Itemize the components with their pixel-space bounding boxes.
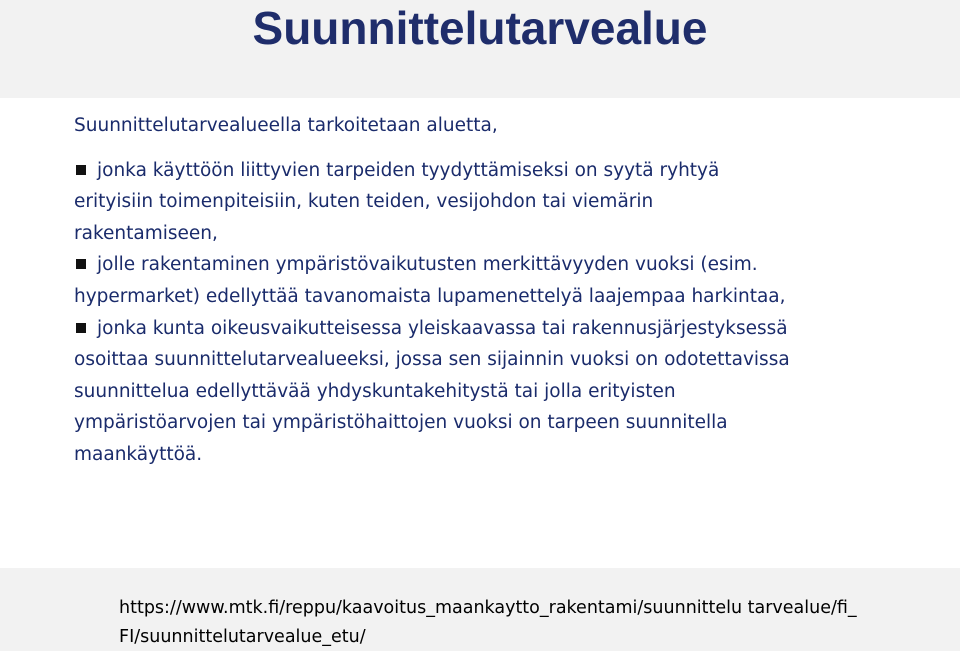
source-url: https://www.mtk.fi/reppu/kaavoitus_maankaytto_rakentami/suunnittelu tarvealue/fi_FI/suunnittelutarvealue_etu/ — [119, 598, 857, 647]
square-bullet-icon — [76, 259, 86, 269]
intro-text: Suunnittelutarvealueella tarkoitetaan aluetta, — [74, 115, 498, 136]
footer-bar — [0, 568, 960, 651]
bullet-list — [74, 155, 794, 471]
list-item — [74, 155, 794, 250]
list-item-text: jonka kunta oikeusvaikutteisessa yleiskaavassa tai rakennusjärjestyksessä osoittaa suunnittelutarvealueeksi, jossa sen sijainnin vuoksi on odotettavissa suunnittelua edellyttävää yhdyskuntakehitystä tai jolla erityisten ympäristöarvojen tai ympäristöhaittojen vuoksi on tarpeen suunnitella maankäyttöä. — [74, 317, 790, 465]
slide-body — [74, 110, 794, 471]
list-item — [74, 313, 794, 471]
list-item — [74, 249, 794, 312]
square-bullet-icon — [76, 323, 86, 333]
square-bullet-icon — [76, 165, 86, 175]
slide-title: Suunnittelutarvealue — [252, 2, 708, 54]
list-item-text: jolle rakentaminen ympäristövaikutusten merkittävyyden vuoksi (esim. hypermarket) edellyttää tavanomaista lupamenettelyä laajempaa harkintaa, — [74, 254, 786, 307]
list-item-text: jonka käyttöön liittyvien tarpeiden tyydyttämiseksi on syytä ryhtyä erityisiin toimenpiteisiin, kuten teiden, vesijohdon tai viemärin rakentamiseen, — [74, 159, 720, 244]
